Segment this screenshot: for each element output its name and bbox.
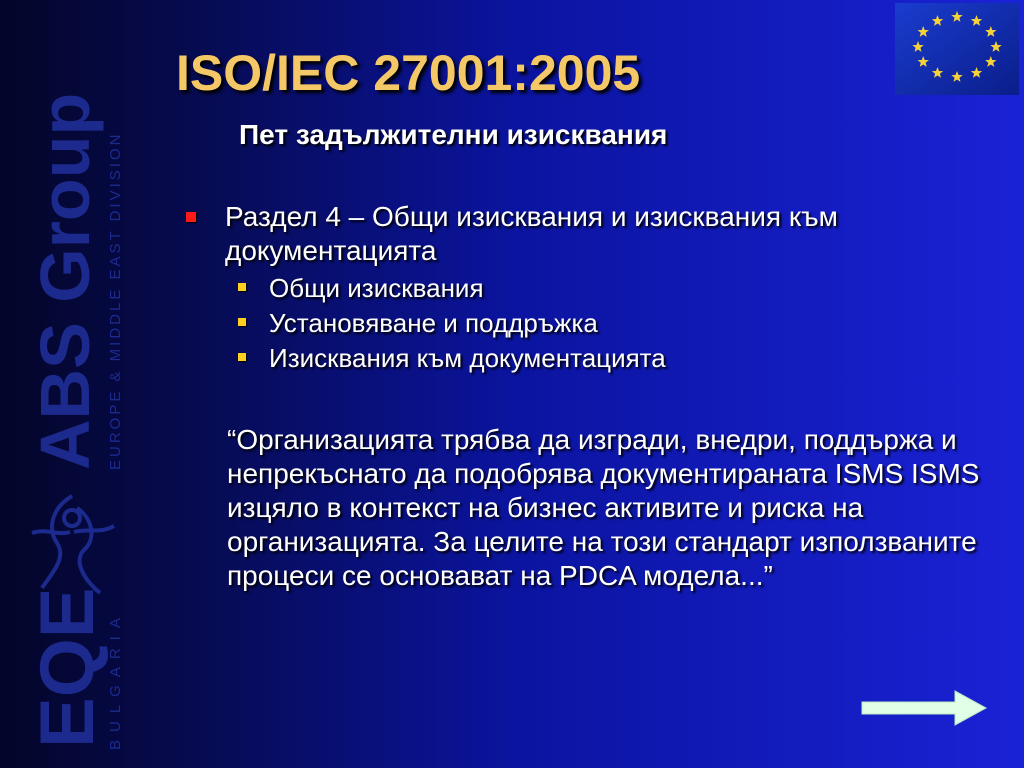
eqe-logo: EQE xyxy=(25,587,110,748)
slide-content xyxy=(186,200,1006,593)
sub-bullet-item xyxy=(238,307,1006,342)
sub-bullet-text: Изисквания към документацията xyxy=(269,343,666,373)
sidebar-branding xyxy=(0,0,150,768)
sub-bullet-text: Общи изисквания xyxy=(269,273,484,303)
country-label: BULGARIA xyxy=(107,610,124,750)
next-arrow-icon[interactable] xyxy=(860,688,988,728)
sub-bullet-item xyxy=(238,342,1006,377)
square-bullet-icon xyxy=(238,283,246,291)
square-bullet-icon xyxy=(238,318,246,326)
brand-name: ABS Group xyxy=(26,92,104,470)
slide-title: ISO/IEC 27001:2005 xyxy=(176,45,641,101)
square-bullet-icon xyxy=(238,353,246,361)
slide-subtitle: Пет задължителни изисквания xyxy=(239,119,668,150)
sub-bullet-list xyxy=(238,272,1006,377)
bullet-item xyxy=(186,200,1006,268)
square-bullet-icon xyxy=(186,212,196,222)
logo-emblem-icon xyxy=(22,488,122,603)
sub-bullet-text: Установяване и поддръжка xyxy=(269,308,598,338)
brand-division: EUROPE & MIDDLE EAST DIVISION xyxy=(107,131,124,470)
bullet-text: Раздел 4 – Общи изисквания и изисквания към документацията xyxy=(225,201,838,266)
quote-text: “Организацията трябва да изгради, внедри, поддържа и непрекъснато да подобрява документираната ISMS ISMS изцяло в контекст на бизнес активите и риска на организацията. За целите на този стандарт използваните процеси се основават на PDCA модела...” xyxy=(227,424,980,591)
eu-flag-icon xyxy=(895,3,1019,95)
sub-bullet-item xyxy=(238,272,1006,307)
